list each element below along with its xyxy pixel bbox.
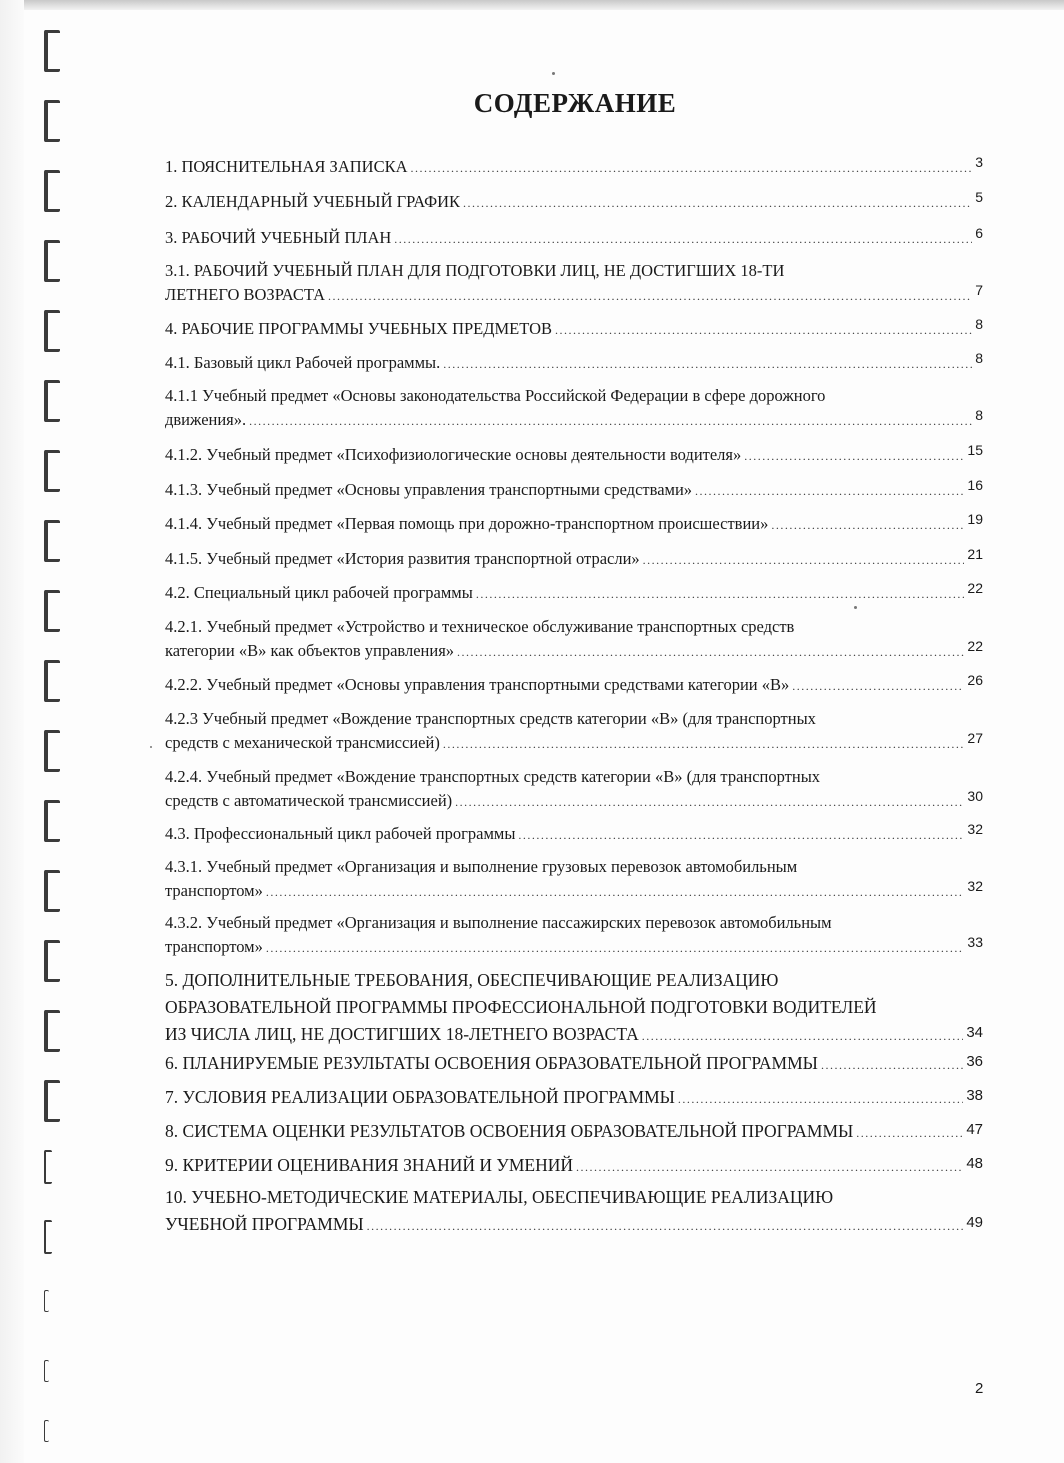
binding-hole — [44, 660, 60, 702]
binding-hole — [44, 520, 60, 562]
binding-hole — [44, 1150, 52, 1184]
scan-speck — [854, 606, 857, 609]
spiral-binding — [44, 0, 64, 1463]
toc-page-number: 26 — [967, 672, 983, 688]
toc-entry — [165, 1152, 983, 1181]
toc-entry-label: 9. КРИТЕРИИ ОЦЕНИВАНИЯ ЗНАНИЙ И УМЕНИЙ — [165, 1155, 573, 1175]
dot-leader — [555, 318, 972, 342]
dot-leader — [394, 227, 972, 251]
toc-entry-label: 7. УСЛОВИЯ РЕАЛИЗАЦИИ ОБРАЗОВАТЕЛЬНОЙ ПРОГРАММЫ — [165, 1087, 675, 1107]
binding-hole — [44, 870, 60, 912]
toc-page-number: 22 — [967, 580, 983, 596]
toc-entry — [165, 673, 983, 698]
toc-entry — [165, 384, 983, 433]
toc-entry-label: 10. УЧЕБНО-МЕТОДИЧЕСКИЕ МАТЕРИАЛЫ, ОБЕСПЕЧИВАЮЩИЕ РЕАЛИЗАЦИЮ — [165, 1187, 834, 1207]
binding-hole — [44, 450, 60, 492]
binding-hole — [44, 800, 60, 842]
toc-entry — [165, 765, 983, 814]
binding-hole — [44, 240, 60, 282]
toc-entry — [165, 259, 983, 308]
dot-leader — [642, 1023, 964, 1050]
dot-leader — [443, 732, 965, 756]
binding-hole — [44, 1360, 49, 1382]
toc-page-number: 6 — [975, 225, 983, 241]
toc-entry-label: ОБРАЗОВАТЕЛЬНОЙ ПРОГРАММЫ ПРОФЕССИОНАЛЬНОЙ ПОДГОТОВКИ ВОДИТЕЛЕЙ — [165, 997, 877, 1017]
toc-entry-label: 4.3.2. Учебный предмет «Организация и выполнение пассажирских перевозок автомобильным — [165, 913, 832, 932]
toc-entry — [165, 1118, 983, 1147]
toc-entry-label: 4.2.1. Учебный предмет «Устройство и техническое обслуживание транспортных средств — [165, 617, 795, 636]
toc-entry — [165, 478, 983, 503]
dot-leader — [367, 1213, 964, 1240]
dot-leader — [266, 880, 965, 904]
toc-page-number: 3 — [975, 154, 983, 170]
toc-entry-label: средств с автоматической трансмиссией) — [165, 791, 453, 810]
dot-leader — [771, 513, 964, 537]
binding-hole — [44, 1080, 60, 1122]
binding-hole — [44, 1290, 49, 1312]
toc-page-number: 22 — [967, 638, 983, 654]
dot-leader — [457, 640, 964, 664]
toc-entry — [165, 1084, 983, 1113]
binding-hole — [44, 940, 60, 982]
toc-page-number: 8 — [975, 316, 983, 332]
toc-entry-label: 1. ПОЯСНИТЕЛЬНАЯ ЗАПИСКА — [165, 157, 408, 176]
toc-page-number: 7 — [975, 282, 983, 298]
binding-hole — [44, 380, 60, 422]
toc-entry — [165, 615, 983, 664]
toc-entry — [165, 512, 983, 537]
toc-page-number: 32 — [967, 878, 983, 894]
toc-entry-label: 4.1.2. Учебный предмет «Психофизиологические основы деятельности водителя» — [165, 445, 742, 464]
toc-entry — [165, 581, 983, 606]
binding-hole — [44, 730, 60, 772]
toc-page-number: 47 — [966, 1121, 983, 1138]
dot-leader — [856, 1120, 963, 1147]
toc-page-number: 38 — [966, 1087, 983, 1104]
toc-page-number: 34 — [966, 1024, 983, 1041]
toc-entry-label: УЧЕБНОЙ ПРОГРАММЫ — [165, 1214, 364, 1234]
toc-page-number: 21 — [967, 546, 983, 562]
toc-page-number: 8 — [975, 407, 983, 423]
toc-entry — [165, 547, 983, 572]
toc-entry — [165, 226, 983, 251]
toc-entry-label: ИЗ ЧИСЛА ЛИЦ, НЕ ДОСТИГШИХ 18-ЛЕТНЕГО ВОЗРАСТА — [165, 1024, 639, 1044]
dot-leader — [678, 1086, 963, 1113]
toc-entry-label: 8. СИСТЕМА ОЦЕНКИ РЕЗУЛЬТАТОВ ОСВОЕНИЯ ОБРАЗОВАТЕЛЬНОЙ ПРОГРАММЫ — [165, 1121, 854, 1141]
toc-entry-label: 4. РАБОЧИЕ ПРОГРАММЫ УЧЕБНЫХ ПРЕДМЕТОВ — [165, 319, 553, 338]
toc-page-number: 5 — [975, 189, 983, 205]
dot-leader — [518, 823, 964, 847]
toc-entry-label: транспортом» — [165, 937, 263, 956]
toc-entry-label: 3.1. РАБОЧИЙ УЧЕБНЫЙ ПЛАН ДЛЯ ПОДГОТОВКИ ЛИЦ, НЕ ДОСТИГШИХ 18-ТИ — [165, 261, 785, 280]
dot-leader — [443, 352, 972, 376]
toc-entry-label: ЛЕТНЕГО ВОЗРАСТА — [165, 285, 326, 304]
dot-leader — [792, 674, 964, 698]
toc-entry-label: 2. КАЛЕНДАРНЫЙ УЧЕБНЫЙ ГРАФИК — [165, 192, 461, 211]
toc-page-number: 30 — [967, 788, 983, 804]
toc-page-number: 33 — [967, 934, 983, 950]
toc-entry — [165, 155, 983, 180]
dot-leader — [576, 1154, 963, 1181]
toc-page-number: 15 — [967, 442, 983, 458]
toc-entry-label: 4.1.4. Учебный предмет «Первая помощь при дорожно-транспортном происшествии» — [165, 514, 769, 533]
binding-hole — [44, 590, 60, 632]
toc-entry — [165, 822, 983, 847]
toc-entry — [165, 911, 983, 960]
dot-leader — [821, 1052, 963, 1079]
binding-hole — [44, 30, 60, 72]
toc-entry-label: транспортом» — [165, 881, 263, 900]
toc-entry-label: 4.2.3 Учебный предмет «Вождение транспортных средств категории «В» (для транспортных — [165, 709, 816, 728]
toc-page-number: 27 — [967, 730, 983, 746]
toc-entry-label: 4.2.4. Учебный предмет «Вождение транспортных средств категории «В» (для транспортных — [165, 767, 821, 786]
toc-entry-label: 4.3. Профессиональный цикл рабочей программы — [165, 824, 516, 843]
toc-page-number: 19 — [967, 511, 983, 527]
toc-entry — [165, 1184, 983, 1240]
toc-entry-label: 4.1.3. Учебный предмет «Основы управления транспортными средствами» — [165, 480, 693, 499]
toc-entry-label: 4.2. Специальный цикл рабочей программы — [165, 583, 473, 602]
toc-page-number: 16 — [967, 477, 983, 493]
toc-page-number: 36 — [966, 1053, 983, 1070]
toc-page-number: 8 — [975, 350, 983, 366]
toc-entry-label: категории «В» как объектов управления» — [165, 641, 455, 660]
dot-leader — [744, 444, 964, 468]
binding-hole — [44, 310, 60, 352]
dot-leader — [328, 284, 972, 308]
toc-entry — [165, 351, 983, 376]
toc-entry-label: движения». — [165, 410, 247, 429]
toc-page-number: 32 — [967, 821, 983, 837]
toc-page-number: 49 — [966, 1214, 983, 1231]
toc-entry-label: 4.1.5. Учебный предмет «История развития транспортной отрасли» — [165, 549, 640, 568]
binding-hole — [44, 1420, 49, 1442]
scan-speck — [150, 746, 152, 748]
toc-entry — [165, 1050, 983, 1079]
toc-entry-label: 4.3.1. Учебный предмет «Организация и выполнение грузовых перевозок автомобильным — [165, 857, 798, 876]
toc-entry — [165, 707, 983, 756]
dot-leader — [411, 156, 973, 180]
binding-hole — [44, 1220, 52, 1254]
dot-leader — [643, 548, 965, 572]
toc-entry — [165, 190, 983, 215]
toc-entry-label: 4.1. Базовый цикл Рабочей программы. — [165, 353, 441, 372]
toc-entry-label: 4.2.2. Учебный предмет «Основы управления транспортными средствами категории «В» — [165, 675, 790, 694]
toc-entry-label: 6. ПЛАНИРУЕМЫЕ РЕЗУЛЬТАТЫ ОСВОЕНИЯ ОБРАЗОВАТЕЛЬНОЙ ПРОГРАММЫ — [165, 1053, 818, 1073]
dot-leader — [249, 409, 972, 433]
page-number: 2 — [975, 1380, 984, 1397]
scan-speck — [552, 72, 555, 75]
binding-hole — [44, 170, 60, 212]
toc-entry — [165, 443, 983, 468]
dot-leader — [266, 936, 965, 960]
dot-leader — [695, 479, 964, 503]
toc-page-number: 48 — [966, 1155, 983, 1172]
scan-top-shadow — [0, 0, 1064, 10]
toc-entry — [165, 967, 983, 1050]
toc-entry — [165, 855, 983, 904]
scan-left-edge — [0, 0, 24, 1463]
toc-entry-label: 3. РАБОЧИЙ УЧЕБНЫЙ ПЛАН — [165, 228, 392, 247]
dot-leader — [455, 790, 964, 814]
dot-leader — [476, 582, 965, 606]
toc-entry-label: средств с механической трансмиссией) — [165, 733, 440, 752]
toc-entry-label: 4.1.1 Учебный предмет «Основы законодательства Российской Федерации в сфере дорожного — [165, 386, 826, 405]
page-title: СОДЕРЖАНИЕ — [473, 88, 677, 118]
toc-entry-label: 5. ДОПОЛНИТЕЛЬНЫЕ ТРЕБОВАНИЯ, ОБЕСПЕЧИВАЮЩИЕ РЕАЛИЗАЦИЮ — [165, 970, 779, 990]
binding-hole — [44, 1010, 60, 1052]
toc-entry — [165, 317, 983, 342]
dot-leader — [463, 191, 972, 215]
